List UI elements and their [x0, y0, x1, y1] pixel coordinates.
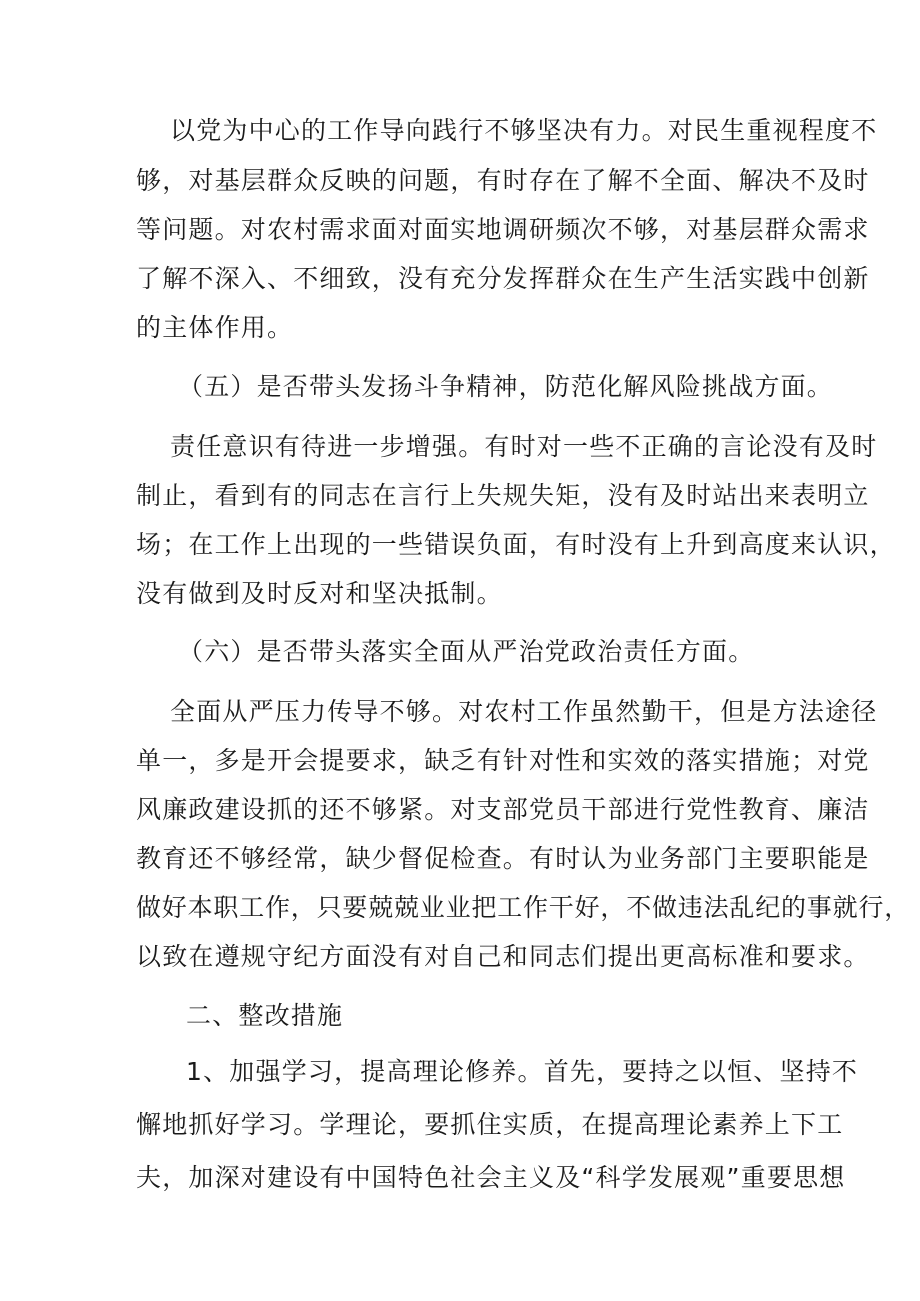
section-heading-6: （六）是否带头落实全面从严治党政治责任方面。 — [178, 637, 755, 666]
section-heading-measures: 二、整改措施 — [186, 1001, 344, 1030]
text-line-16: 做好本职工作，只要兢兢业业把工作干好，不做违法乱纪的事就行， — [136, 893, 911, 922]
text-line-12: 全面从严压力传导不够。对农村工作虽然勤干，但是方法途径 — [170, 697, 878, 726]
text-line-2: 够，对基层群众反映的问题，有时存在了解不全面、解决不及时 — [136, 166, 870, 195]
text-line-19: 1、加强学习，提高理论修养。首先，要持之以恒、坚持不 — [186, 1057, 859, 1086]
text-line-5: 的主体作用。 — [136, 313, 294, 342]
text-line-20: 懈地抓好学习。学理论，要抓住实质，在提高理论素养上下工 — [136, 1110, 844, 1139]
section-heading-5: （五）是否带头发扬斗争精神，防范化解风险挑战方面。 — [178, 372, 834, 401]
text-line-13: 单一，多是开会提要求，缺乏有针对性和实效的落实措施；对党 — [136, 746, 870, 775]
text-line-10: 没有做到及时反对和坚决抵制。 — [136, 579, 503, 608]
text-line-14: 风廉政建设抓的还不够紧。对支部党员干部进行党性教育、廉洁 — [136, 795, 870, 824]
text-line-1: 以党为中心的工作导向践行不够坚决有力。对民生重视程度不 — [170, 116, 878, 145]
text-line-3: 等问题。对农村需求面对面实地调研频次不够，对基层群众需求 — [136, 215, 870, 244]
text-line-17: 以致在遵规守纪方面没有对自己和同志们提出更高标准和要求。 — [136, 942, 870, 971]
text-line-15: 教育还不够经常，缺少督促检查。有时认为业务部门主要职能是 — [136, 844, 870, 873]
text-line-4: 了解不深入、不细致，没有充分发挥群众在生产生活实践中创新 — [136, 264, 870, 293]
text-line-9: 场；在工作上出现的一些错误负面，有时没有上升到高度来认识， — [136, 530, 896, 559]
text-line-21: 夫，加深对建设有中国特色社会主义及“科学发展观”重要思想 — [136, 1163, 846, 1192]
text-line-7: 责任意识有待进一步增强。有时对一些不正确的言论没有及时 — [170, 432, 878, 461]
text-line-8: 制止，看到有的同志在言行上失规失矩，没有及时站出来表明立 — [136, 481, 870, 510]
